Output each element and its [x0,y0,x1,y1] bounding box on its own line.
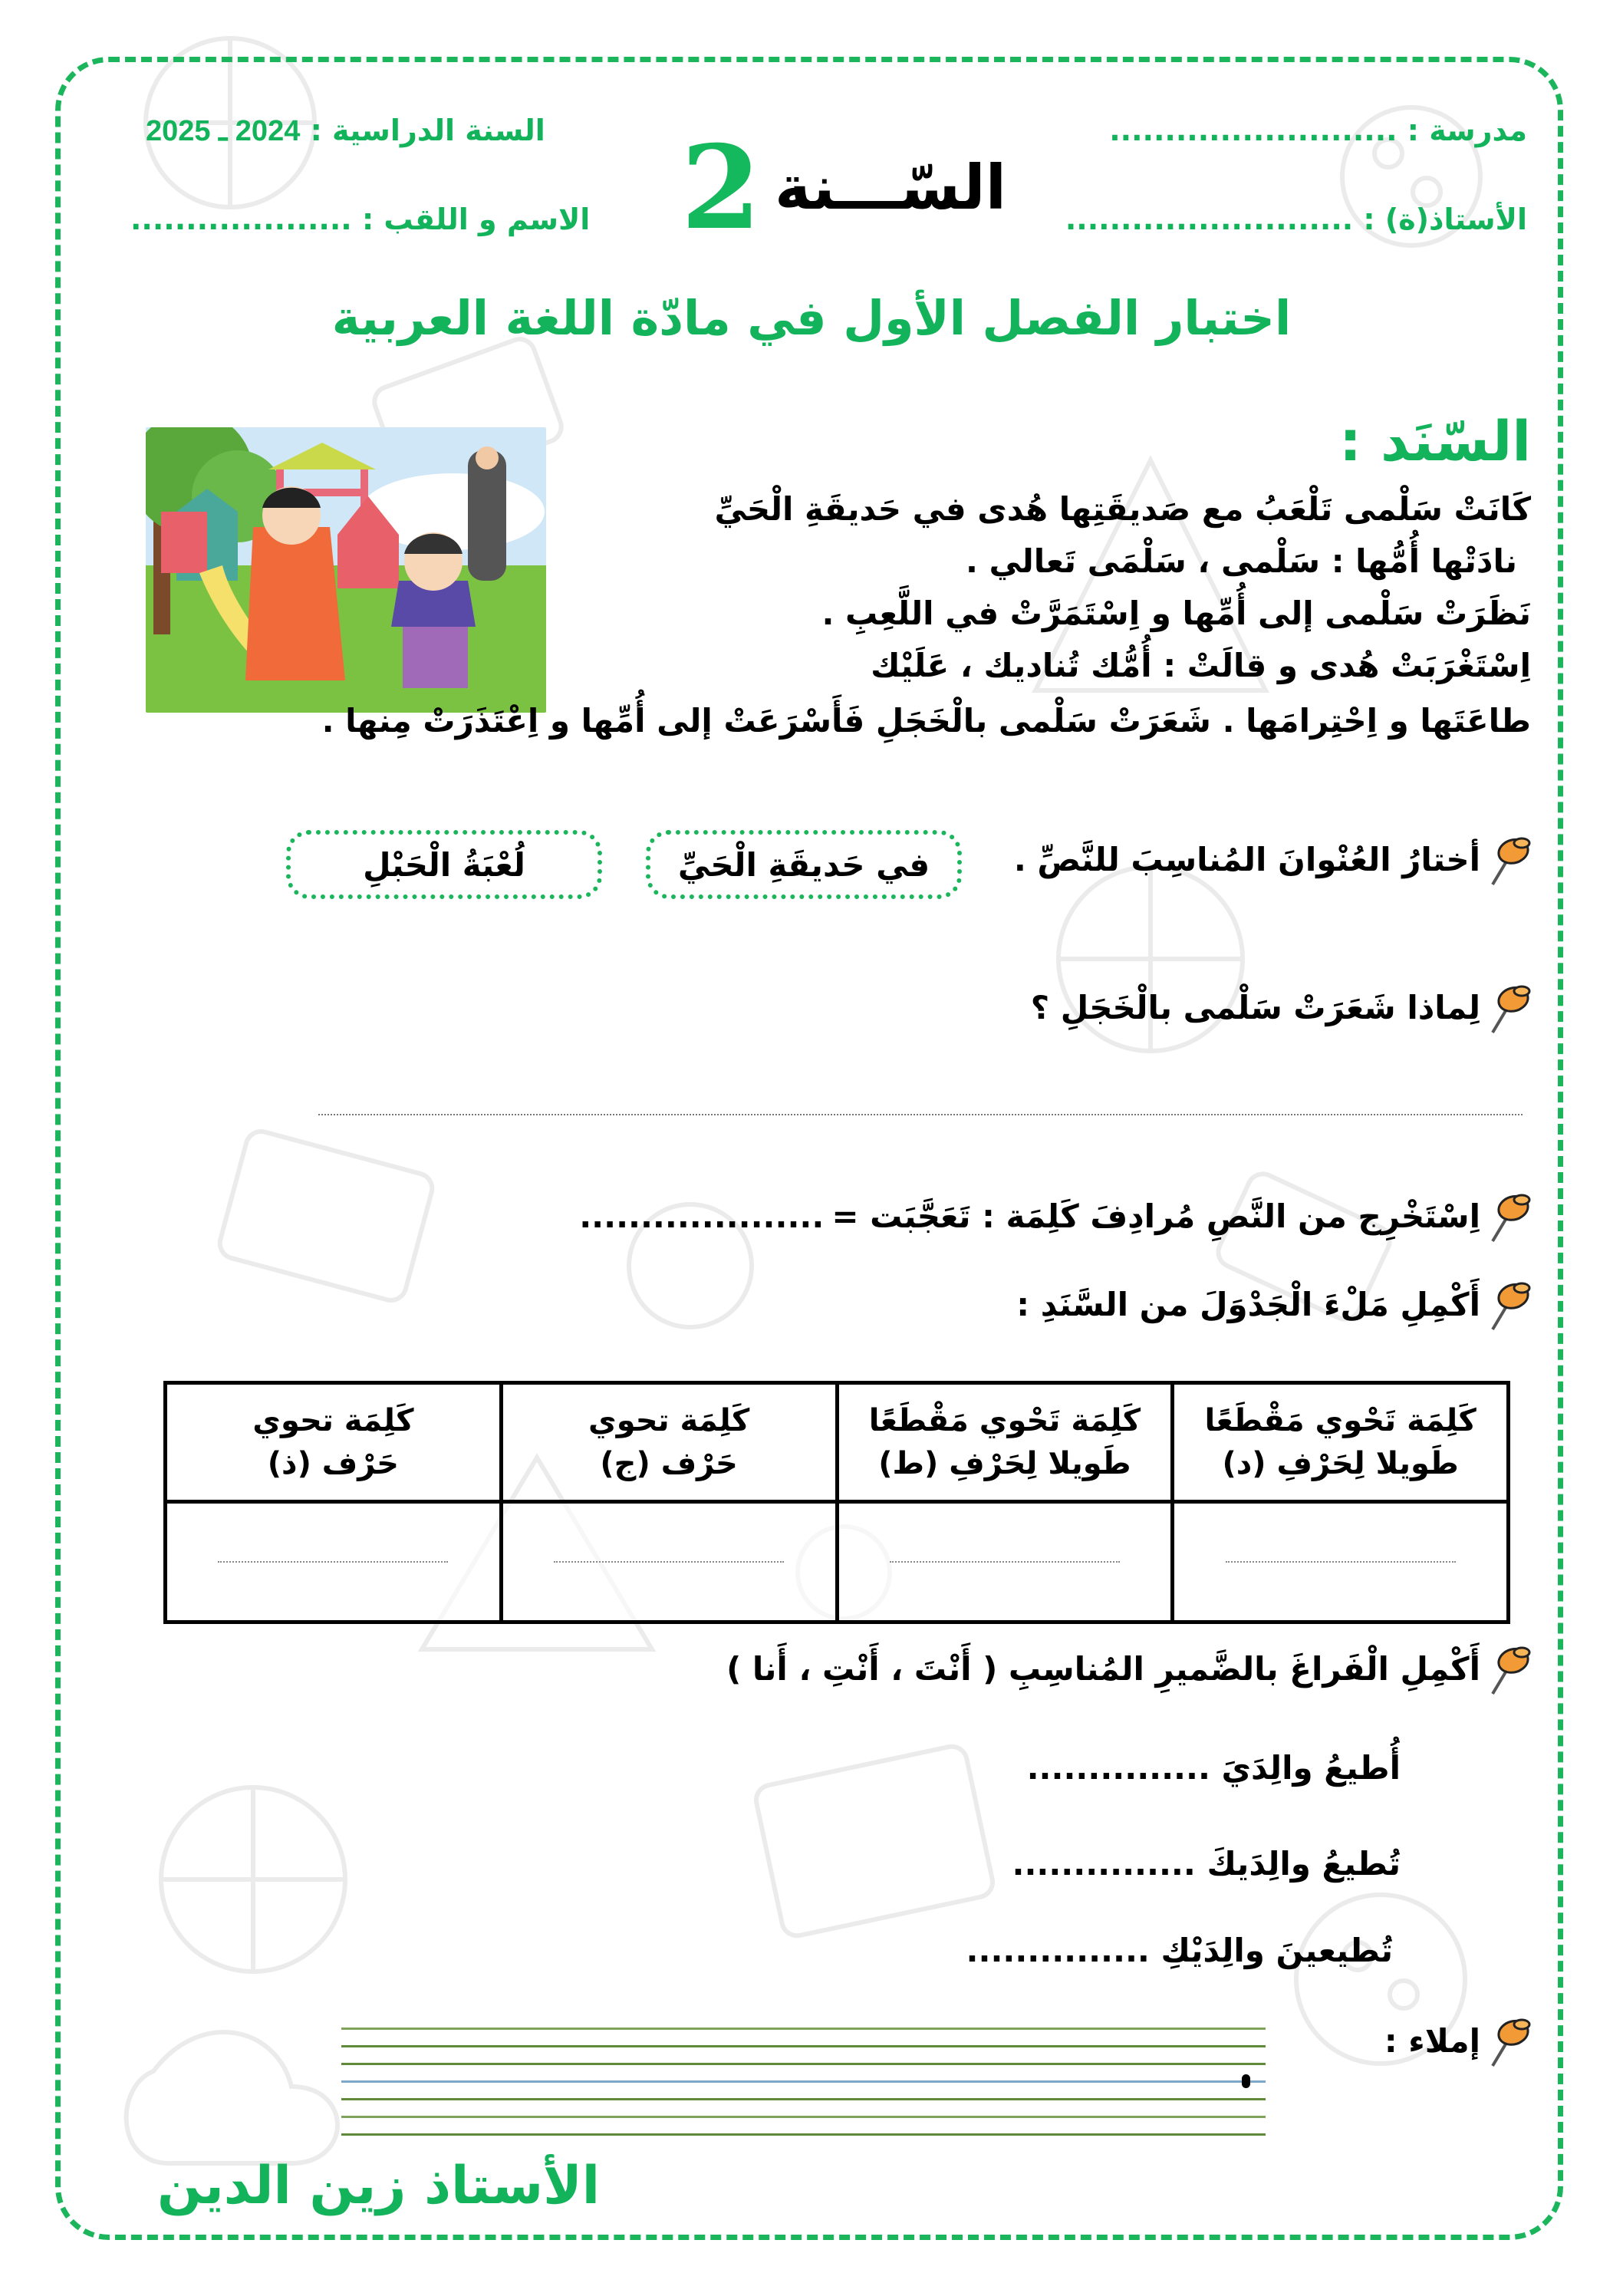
pushpin-icon [1488,980,1532,1034]
question-2 [1031,980,1532,1034]
school-year [146,114,545,148]
passage-line: نَظَرَتْ سَلْمى إلى أُمِّها و اِسْتَمَرَّتْ في اللَّعِبِ . [821,595,1531,632]
fill-item-text: تُطيعينَ والِدَيْكِ [1160,1932,1393,1969]
question-6 [1384,2014,1532,2067]
name-dots[interactable]: .................... [130,203,352,236]
header-line: كَلِمَة تحوي [252,1403,414,1438]
fill-item [1012,1845,1401,1883]
answer-line [890,1561,1120,1563]
table-header-cell [501,1383,837,1502]
header-line: حَرْف (ج) [600,1446,738,1481]
question-3-prompt: اِسْتَخْرِج من النَّصِ مُرادِفَ كَلِمَة : تَعَجَّبَت = [831,1197,1480,1235]
fill-item-dots[interactable]: ............... [1012,1845,1196,1883]
title-option-park[interactable]: في حَديقَةِ الْحَيِّ [646,830,962,899]
question-1 [1014,832,1532,886]
passage-line: اِسْتَغْرَبَتْ هُدى و قالَتْ : أُمُّك تُناديك ، عَلَيْك [871,647,1531,684]
fill-item [966,1932,1393,1969]
exam-title: اختبار الفصل الأول في مادّة اللغة العربية [331,290,1292,346]
table-header-cell [166,1383,502,1502]
student-name-field [130,203,590,236]
question-5-prompt: أَكْمِلِ الْفَراغَ بالضَّميرِ المُناسِبِ ( أَنْتَ ، أَنْتِ ، أَنا ) [726,1649,1480,1688]
pushpin-icon [1488,1642,1532,1695]
text-section-heading: السّنَد : [1339,409,1531,473]
question-3-answer-dots[interactable]: .................... [579,1197,825,1235]
fill-item-text: تُطيعُ والِدَيكَ [1207,1845,1401,1883]
name-label: الاسم و اللقب : [361,203,591,236]
passage-text [322,483,1531,747]
table-header-row [166,1383,1509,1502]
table-answer-cell[interactable] [501,1502,837,1622]
question-3 [579,1189,1532,1243]
fill-item-dots[interactable]: ............... [966,1932,1150,1969]
year-value: 2024 ـ 2025 [146,115,301,147]
title-option-rope-game[interactable]: لُعْبَةُ الْحَبْلِ [286,830,602,899]
school-field [1109,114,1527,147]
school-dots[interactable]: .......................... [1109,114,1397,147]
grade-word: السّـــنة [775,152,1007,223]
answer-line[interactable] [318,1114,1523,1115]
pushpin-icon [1488,1189,1532,1243]
grade-number: 2 [680,120,762,255]
header-line: حَرْف (ذ) [267,1446,399,1481]
pushpin-icon [1488,832,1532,886]
header-line: طَويلا لِحَرْفِ (ط) [878,1446,1131,1481]
question-4 [1016,1277,1532,1331]
writing-line [341,2063,1266,2065]
table-answer-cell[interactable] [837,1502,1173,1622]
table-answer-cell[interactable] [1173,1502,1509,1622]
header-line: كَلِمَة تحوي [588,1403,750,1438]
start-dot-icon [1242,2074,1250,2088]
table-answer-cell[interactable] [166,1502,502,1622]
answer-line [218,1561,448,1563]
header-line: كَلِمَة تَحْوي مَقْطَعًا [1204,1403,1477,1438]
question-1-prompt: أختارُ العُنْوانَ المُناسِبَ للنَّصِّ . [1013,840,1480,878]
header-line: كَلِمَة تَحْوي مَقْطَعًا [868,1403,1141,1438]
fill-item-dots[interactable]: ............... [1026,1749,1210,1787]
table-header-cell [837,1383,1173,1502]
header-line: طَويلا لِحَرْفِ (د) [1222,1446,1459,1481]
passage-line: كَانَتْ سَلْمى تَلْعَبُ مع صَديقَتِها هُدى في حَديقَةِ الْحَيِّ [714,490,1531,528]
question-4-prompt: أَكْمِلِ مَلْءَ الْجَدْوَلَ من السَّنَدِ : [1016,1285,1480,1323]
writing-line [341,2028,1266,2030]
teacher-field [1065,203,1527,236]
teacher-signature: الأستاذ زين الدين [157,2156,601,2216]
fill-item-text: أُطيعُ والِدَيَ [1221,1749,1401,1787]
writing-line [341,2133,1266,2136]
teacher-dots[interactable]: .......................... [1065,203,1354,236]
writing-baseline [341,2080,1266,2083]
answer-line [1226,1561,1456,1563]
word-table [163,1381,1510,1624]
question-5 [726,1642,1532,1695]
pushpin-icon [1488,1277,1532,1331]
school-label: مدرسة : [1407,114,1527,147]
passage-line: نادَتْها أُمُّها : سَلْمى ، سَلْمَى تَعالي . [965,542,1517,580]
table-row [166,1502,1509,1622]
answer-line [554,1561,784,1563]
page-border [55,57,1563,2240]
fill-item [1027,1749,1401,1787]
writing-line [341,2116,1266,2118]
teacher-label: الأستاذ(ة) : [1363,203,1527,236]
pushpin-icon [1488,2014,1532,2067]
passage-line: طاعَتَها و اِحْتِرامَها . شَعَرَتْ سَلْمى بالْخَجَلِ فَأَسْرَعَتْ إلى أُمِّها و اِعْتَذَرَتْ مِنها . [321,702,1531,740]
question-6-prompt: إملاء : [1384,2021,1480,2060]
table-header-cell [1173,1383,1509,1502]
dictation-writing-lines[interactable] [341,2028,1266,2150]
year-label: السنة الدراسية : [310,114,545,147]
writing-line [341,2045,1266,2047]
question-2-prompt: لِماذا شَعَرَتْ سَلْمى بالْخَجَلِ ؟ [1030,988,1480,1026]
grade-logo [675,120,1043,255]
writing-line [341,2098,1266,2100]
